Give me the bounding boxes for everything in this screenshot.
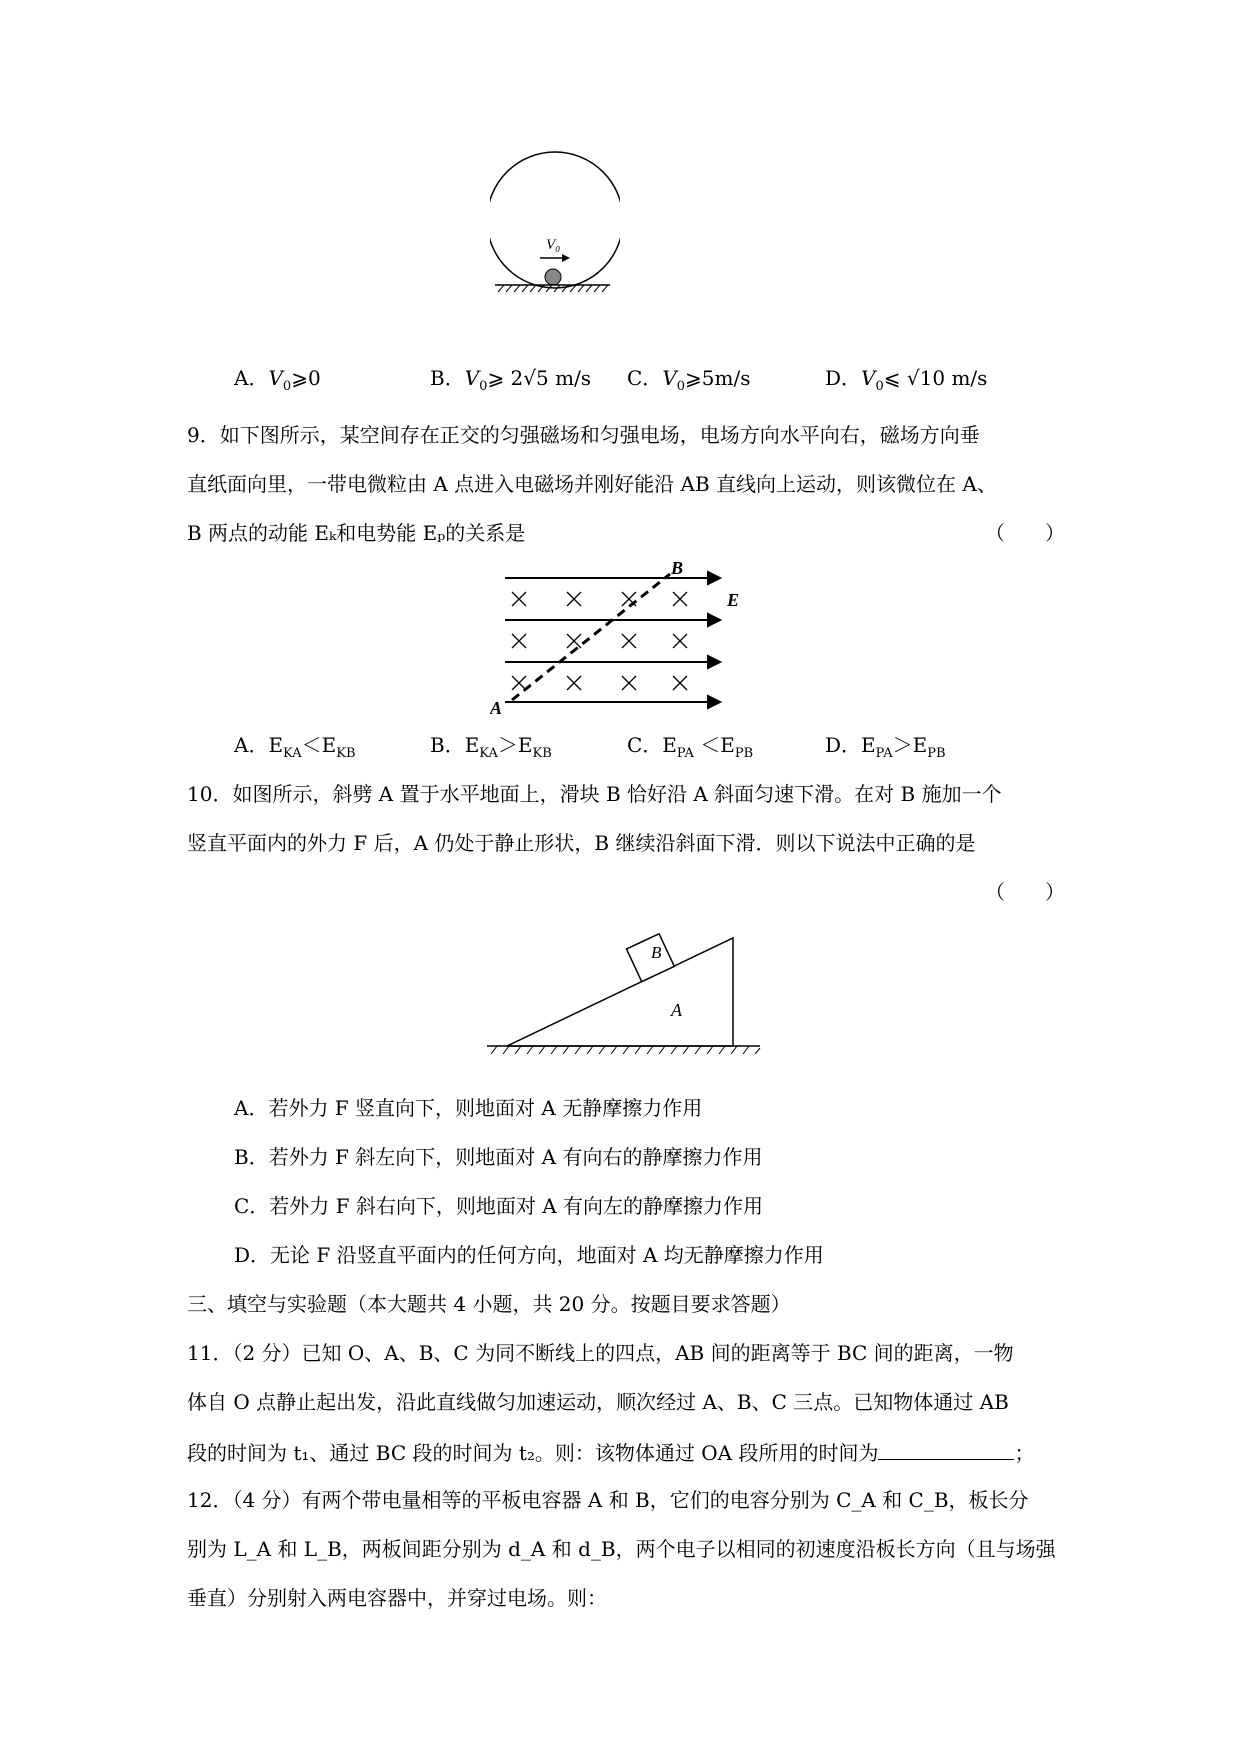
q9-label-e: E — [727, 590, 740, 610]
q9-option-d: D．$E_{PA}>E_{PB}$ — [825, 733, 946, 761]
q11-line-1: 11．（2 分）已知 O、A、B、C 为同不断线上的四点，AB 间的距离等于 BC 间的距离，一物 — [187, 1341, 1014, 1365]
electric-field-lines — [505, 572, 720, 708]
q10-option-b: B．若外力 F 斜左向下，则地面对 A 有向右的静摩擦力作用 — [234, 1145, 763, 1169]
floor-hatch — [491, 1046, 760, 1054]
q12-line-2: 别为 L_A 和 L_B，两板间距分别为 d_A 和 d_B，两个电子以相同的初速度沿板长方向（且与场强 — [187, 1537, 1056, 1561]
path-ab-dashed — [512, 574, 670, 700]
q9-answer-paren: （ ） — [985, 521, 1065, 545]
q11-line-3-text: 段的时间为 t₁、通过 BC 段的时间为 t₂。则：该物体通过 OA 段所用的时间为 — [187, 1441, 879, 1465]
q8-option-c: C．$V_0⩾5m/s$ — [627, 366, 751, 394]
q9-option-a: A．$E_{KA}<E_{KB}$ — [234, 733, 356, 761]
q8-figure — [490, 150, 620, 300]
q11-line-3 — [187, 1439, 1034, 1465]
q9-label-a: A — [490, 698, 503, 718]
q10-label-a: A — [671, 1000, 682, 1020]
q8-option-a: A．$V_0⩾0$ — [234, 366, 321, 394]
q12-line-3: 垂直）分别射入两电容器中，并穿过电场。则： — [187, 1586, 607, 1610]
velocity-arrowhead — [562, 254, 570, 262]
q11-end: ； — [1014, 1441, 1035, 1465]
v0-label: V₀ — [546, 237, 561, 253]
q12-line-1: 12．（4 分）有两个带电量相等的平板电容器 A 和 B，它们的电容分别为 C_A 和 C_B，板长分 — [187, 1488, 1029, 1512]
q10-option-d: D．无论 F 沿竖直平面内的任何方向，地面对 A 均无静摩擦力作用 — [234, 1243, 824, 1267]
q9-line-2: 直纸面向里，一带电微粒由 A 点进入电磁场并刚好能沿 AB 直线向上运动，则该微位在 A、 — [187, 472, 997, 496]
magnetic-field-crosses — [512, 592, 687, 690]
q8-option-d: D．$V_0⩽$ √10 m/s — [825, 366, 988, 394]
q10-figure — [485, 928, 765, 1058]
q9-option-c: C．$E_{PA} <E_{PB}$ — [627, 733, 754, 761]
q9-label-b: B — [671, 560, 684, 578]
circle-track — [490, 152, 620, 288]
ball — [545, 269, 561, 285]
q11-answer-blank[interactable] — [878, 1439, 1014, 1460]
q10-line-2: 竖直平面内的外力 F 后，A 仍处于静止形状，B 继续沿斜面下滑．则以下说法中正确的是 — [187, 831, 976, 855]
q10-answer-paren: （ ） — [985, 880, 1065, 904]
section-3-heading: 三、填空与实验题（本大题共 4 小题，共 20 分。按题目要求答题） — [187, 1292, 791, 1316]
q9-figure — [490, 560, 750, 720]
q9-line-1: 9．如下图所示，某空间存在正交的匀强磁场和匀强电场，电场方向水平向右，磁场方向垂 — [187, 423, 980, 447]
q9-option-b: B．$E_{KA}>E_{KB}$ — [430, 733, 552, 761]
q10-option-a: A．若外力 F 竖直向下，则地面对 A 无静摩擦力作用 — [234, 1096, 703, 1120]
q10-option-c: C．若外力 F 斜右向下，则地面对 A 有向左的静摩擦力作用 — [234, 1194, 764, 1218]
q10-label-b: B — [651, 943, 662, 962]
wedge-a — [507, 938, 733, 1046]
q8-option-b: B．$V_0⩾$ 2√5 m/s — [430, 366, 592, 394]
q11-line-2: 体自 O 点静止起出发，沿此直线做匀加速运动，顺次经过 A、B、C 三点。已知物体通过 AB — [187, 1390, 1009, 1414]
q10-line-1: 10．如图所示，斜劈 A 置于水平地面上，滑块 B 恰好沿 A 斜面匀速下滑。在对 B 施加一个 — [187, 782, 1002, 806]
q9-line-3: B 两点的动能 Eₖ和电势能 Eₚ的关系是 — [187, 521, 526, 545]
